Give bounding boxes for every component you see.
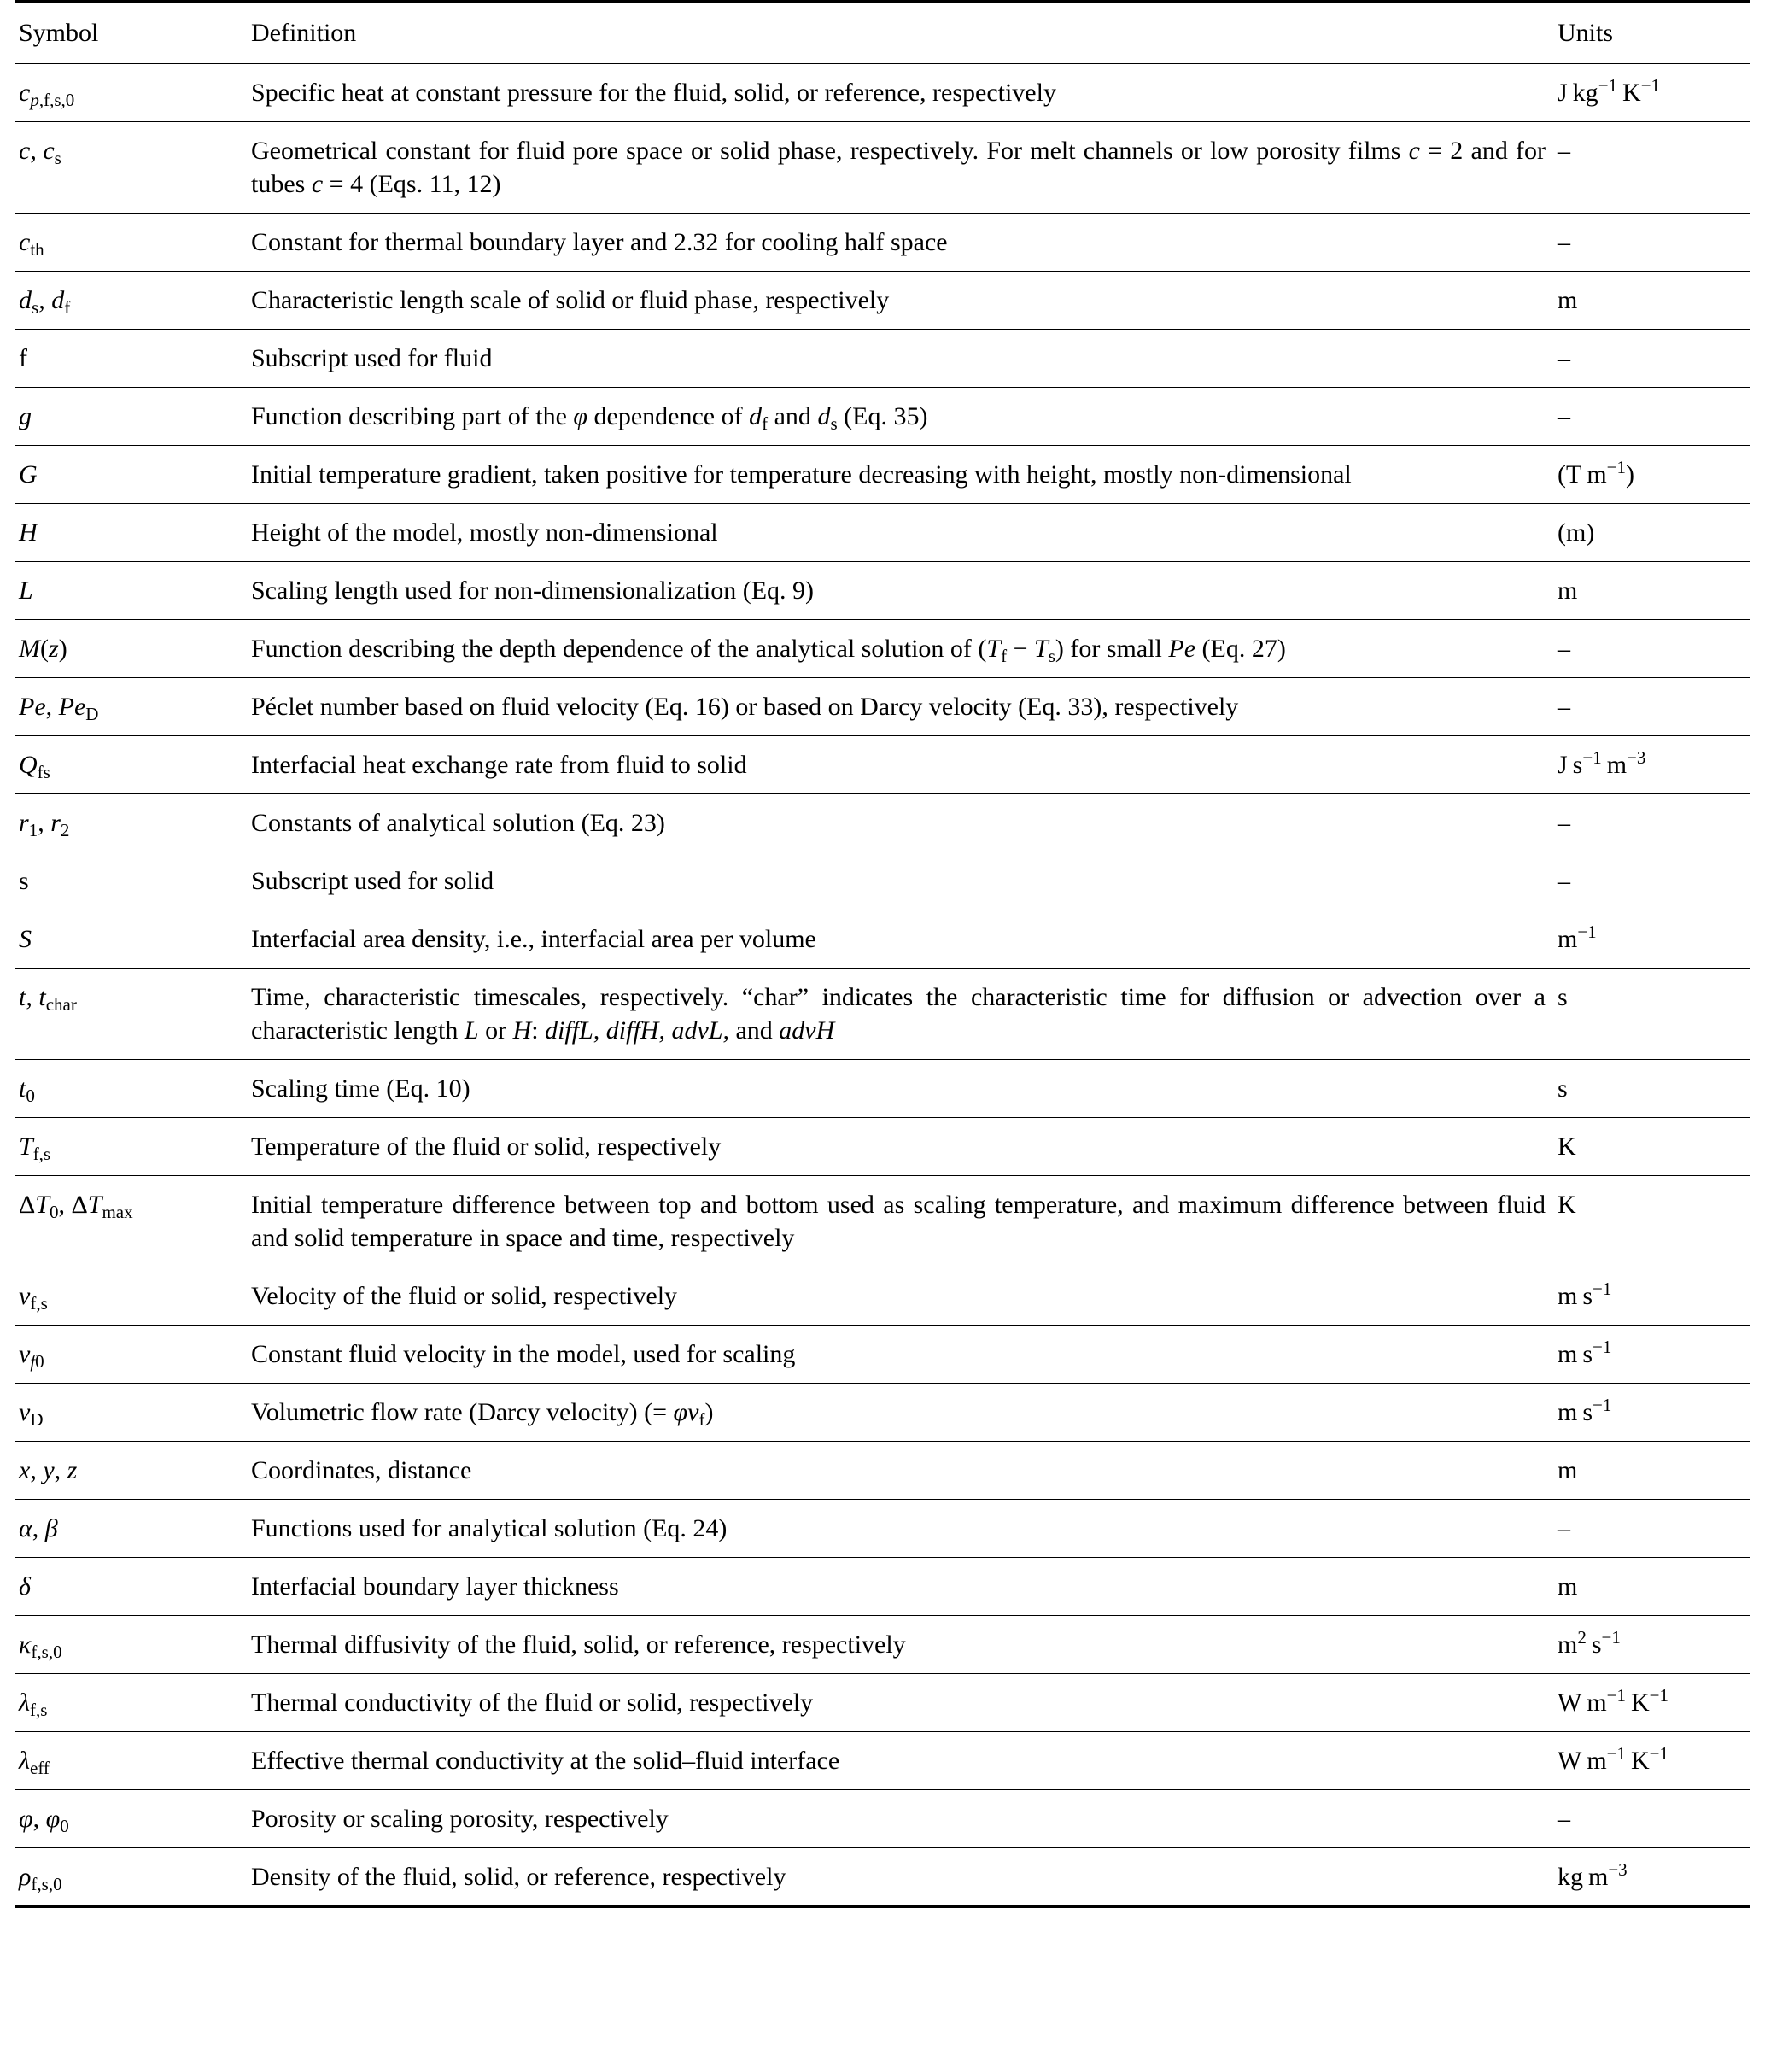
definition-cell: Thermal diffusivity of the fluid, solid, or reference, respectively (248, 1616, 1554, 1674)
symbol-cell: $Q_{fs}$ (15, 736, 248, 794)
units-cell: – (1554, 122, 1750, 214)
definition-cell: Constant fluid velocity in the model, used for scaling (248, 1326, 1554, 1384)
definition-cell: Interfacial area density, i.e., interfacial area per volume (248, 910, 1554, 969)
symbol-cell: t, $t_{char}$ (15, 969, 248, 1060)
definition-cell: Functions used for analytical solution (Eq. 24) (248, 1500, 1554, 1558)
symbol-cell: $c_{p,f,s,0}$ (15, 64, 248, 122)
units-cell: m (1554, 1442, 1750, 1500)
table-row (15, 214, 1750, 272)
table-row (15, 1616, 1750, 1674)
table-row (15, 446, 1750, 504)
table-row (15, 794, 1750, 852)
units-cell: – (1554, 794, 1750, 852)
symbol-cell: $t_0$ (15, 1060, 248, 1118)
symbol-cell: M(z) (15, 620, 248, 678)
definition-cell: Coordinates, distance (248, 1442, 1554, 1500)
table-header (15, 2, 1750, 64)
units-cell: W $m^{-1}$ $K^{-1}$ (1554, 1674, 1750, 1732)
definition-cell: Function describing part of the φ dependence of $d_f$ and $d_s$ (Eq. 35) (248, 388, 1554, 446)
table-row (15, 272, 1750, 330)
units-cell: m $s^{-1}$ (1554, 1384, 1750, 1442)
definition-cell: Scaling length used for non-dimensionalization (Eq. 9) (248, 562, 1554, 620)
definition-cell: Initial temperature gradient, taken positive for temperature decreasing with height, mostly non-dimensional (248, 446, 1554, 504)
units-cell: m (1554, 272, 1750, 330)
definition-cell: Subscript used for fluid (248, 330, 1554, 388)
units-cell: – (1554, 214, 1750, 272)
table-row (15, 1442, 1750, 1500)
table-row (15, 1326, 1750, 1384)
symbol-cell: $r_1$, $r_2$ (15, 794, 248, 852)
table-header-row (15, 2, 1750, 64)
table-row (15, 1176, 1750, 1267)
table-row (15, 736, 1750, 794)
symbol-cell: f (15, 330, 248, 388)
definition-cell: Geometrical constant for fluid pore space or solid phase, respectively. For melt channels or low porosity films c = 2 and for tubes c = 4 (Eqs. 11, 12) (248, 122, 1554, 214)
table-row (15, 1118, 1750, 1176)
definition-cell: Effective thermal conductivity at the solid–fluid interface (248, 1732, 1554, 1790)
units-cell: $m^2$ $s^{-1}$ (1554, 1616, 1750, 1674)
units-cell: J $s^{-1}$ $m^{-3}$ (1554, 736, 1750, 794)
units-cell: K (1554, 1176, 1750, 1267)
symbol-cell: x, y, z (15, 1442, 248, 1500)
symbol-cell: H (15, 504, 248, 562)
definition-cell: Time, characteristic timescales, respectively. “char” indicates the characteristic time for diffusion or advection over a characteristic length L or H: diffL, diffH, advL, and advH (248, 969, 1554, 1060)
definition-cell: Velocity of the fluid or solid, respectively (248, 1267, 1554, 1326)
table-row (15, 504, 1750, 562)
units-cell: – (1554, 1790, 1750, 1848)
units-cell: s (1554, 1060, 1750, 1118)
table-row (15, 1060, 1750, 1118)
table-row (15, 388, 1750, 446)
table-row (15, 1558, 1750, 1616)
symbol-cell: $\lambda_{f,s}$ (15, 1674, 248, 1732)
units-cell: s (1554, 969, 1750, 1060)
units-cell: kg $m^{-3}$ (1554, 1848, 1750, 1907)
symbol-cell: φ, $\varphi_0$ (15, 1790, 248, 1848)
symbol-cell: $\Delta T_0$, $\Delta T_{max}$ (15, 1176, 248, 1267)
table-row (15, 1500, 1750, 1558)
units-cell: m (1554, 562, 1750, 620)
units-cell: J $kg^{-1}$ $K^{-1}$ (1554, 64, 1750, 122)
symbol-cell: Pe, $Pe_D$ (15, 678, 248, 736)
definition-cell: Thermal conductivity of the fluid or solid, respectively (248, 1674, 1554, 1732)
units-cell: – (1554, 388, 1750, 446)
symbol-cell: G (15, 446, 248, 504)
symbol-cell: g (15, 388, 248, 446)
units-cell: $m^{-1}$ (1554, 910, 1750, 969)
units-cell: m $s^{-1}$ (1554, 1326, 1750, 1384)
table-row (15, 122, 1750, 214)
symbol-cell: $\lambda_{eff}$ (15, 1732, 248, 1790)
symbol-cell: L (15, 562, 248, 620)
symbol-cell: $T_{f,s}$ (15, 1118, 248, 1176)
table-row (15, 64, 1750, 122)
units-cell: m (1554, 1558, 1750, 1616)
definition-cell: Characteristic length scale of solid or fluid phase, respectively (248, 272, 1554, 330)
units-cell: – (1554, 620, 1750, 678)
nomenclature-table (15, 0, 1750, 1908)
symbol-cell: $v_D$ (15, 1384, 248, 1442)
units-cell: – (1554, 330, 1750, 388)
definition-cell: Interfacial boundary layer thickness (248, 1558, 1554, 1616)
units-cell: (T $m^{-1}$) (1554, 446, 1750, 504)
symbol-cell: $d_s$, $d_f$ (15, 272, 248, 330)
definition-cell: Initial temperature difference between top and bottom used as scaling temperature, and maximum difference between fluid and solid temperature in space and time, respectively (248, 1176, 1554, 1267)
table-row (15, 330, 1750, 388)
column-header-definition: Definition (248, 2, 1554, 64)
definition-cell: Interfacial heat exchange rate from fluid to solid (248, 736, 1554, 794)
units-cell: (m) (1554, 504, 1750, 562)
symbol-cell: S (15, 910, 248, 969)
units-cell: – (1554, 1500, 1750, 1558)
symbol-cell: $\rho_{f,s,0}$ (15, 1848, 248, 1907)
definition-cell: Function describing the depth dependence of the analytical solution of $(T_f - T_s)$ for small Pe (Eq. 27) (248, 620, 1554, 678)
table-row (15, 969, 1750, 1060)
table-row (15, 620, 1750, 678)
definition-cell: Height of the model, mostly non-dimensional (248, 504, 1554, 562)
symbol-cell: $\kappa_{f,s,0}$ (15, 1616, 248, 1674)
table-row (15, 1384, 1750, 1442)
definition-cell: Péclet number based on fluid velocity (Eq. 16) or based on Darcy velocity (Eq. 33), respectively (248, 678, 1554, 736)
units-cell: W $m^{-1}$ $K^{-1}$ (1554, 1732, 1750, 1790)
definition-cell: Scaling time (Eq. 10) (248, 1060, 1554, 1118)
symbol-cell: s (15, 852, 248, 910)
definition-cell: Constant for thermal boundary layer and 2.32 for cooling half space (248, 214, 1554, 272)
symbol-cell: δ (15, 1558, 248, 1616)
table-row (15, 1848, 1750, 1907)
symbol-cell: $v_{f,s}$ (15, 1267, 248, 1326)
units-cell: – (1554, 852, 1750, 910)
definition-cell: Density of the fluid, solid, or reference, respectively (248, 1848, 1554, 1907)
definition-cell: Temperature of the fluid or solid, respectively (248, 1118, 1554, 1176)
table-row (15, 1674, 1750, 1732)
units-cell: – (1554, 678, 1750, 736)
symbol-cell: $c_{th}$ (15, 214, 248, 272)
column-header-symbol: Symbol (15, 2, 248, 64)
definition-cell: Constants of analytical solution (Eq. 23) (248, 794, 1554, 852)
table-row (15, 910, 1750, 969)
symbol-cell: $v_{f0}$ (15, 1326, 248, 1384)
table-row (15, 1267, 1750, 1326)
table-row (15, 1732, 1750, 1790)
table-row (15, 678, 1750, 736)
table-row (15, 1790, 1750, 1848)
table-row (15, 852, 1750, 910)
definition-cell: Porosity or scaling porosity, respectively (248, 1790, 1554, 1848)
definition-cell: Specific heat at constant pressure for the fluid, solid, or reference, respectively (248, 64, 1554, 122)
column-header-units: Units (1554, 2, 1750, 64)
symbol-cell: c, $c_s$ (15, 122, 248, 214)
table-row (15, 562, 1750, 620)
definition-cell: Volumetric flow rate (Darcy velocity) (= $\varphi v_f$) (248, 1384, 1554, 1442)
units-cell: K (1554, 1118, 1750, 1176)
symbol-cell: α, β (15, 1500, 248, 1558)
units-cell: m $s^{-1}$ (1554, 1267, 1750, 1326)
table-body (15, 64, 1750, 1907)
definition-cell: Subscript used for solid (248, 852, 1554, 910)
